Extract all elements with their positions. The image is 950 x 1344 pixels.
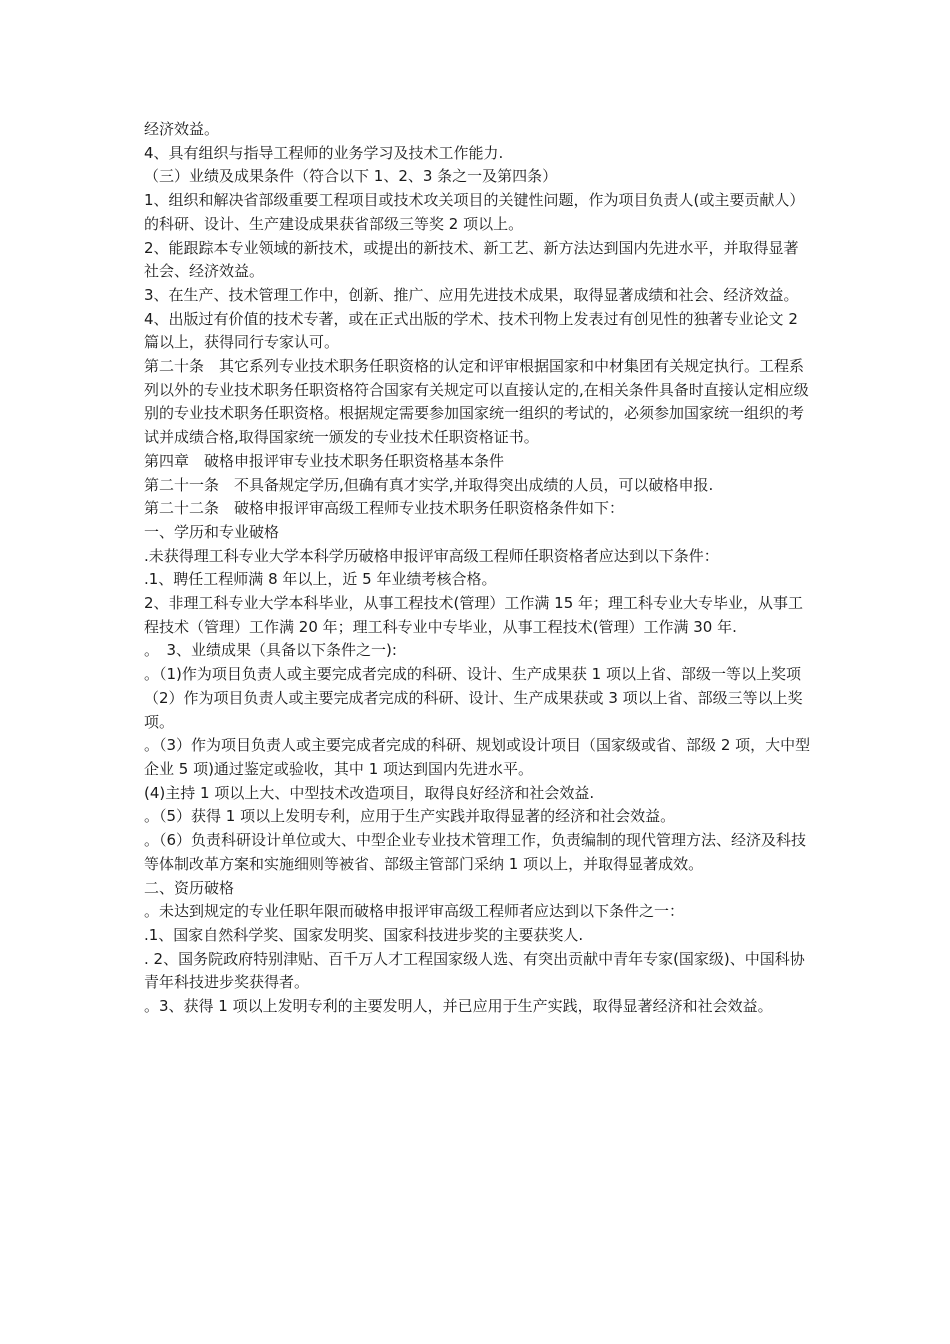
document-paragraph: 第二十二条 破格申报评审高级工程师专业技术职务任职资格条件如下： <box>144 499 625 518</box>
document-paragraph: 。 3、业绩成果（具备以下条件之一): <box>144 641 397 660</box>
document-paragraph: 二、资历破格 <box>144 878 235 897</box>
document-paragraph: 2、能跟踪本专业领域的新技术，或提出的新技术、新工艺、新方法达到国内先进水平，并取得显著社会、经济效益。 <box>144 238 799 281</box>
document-paragraph: 经济效益。 <box>144 120 220 138</box>
document-paragraph: 。（3）作为项目负责人或主要完成者完成的科研、规划或设计项目（国家级或省、部级 2 项，大中型企业 5 项)通过鉴定或验收，其中 1 项达到国内先进水平。 <box>144 736 811 778</box>
document-paragraph: 4、出版过有价值的技术专著，或在正式出版的学术、技术刊物上发表过有创见性的独著专业论文 2 篇以上，获得同行专家认可。 <box>144 309 798 352</box>
document-paragraph: 。（1)作为项目负责人或主要完成者完成的科研、设计、生产成果获 1 项以上省、部级一等以上奖项 <box>144 665 801 684</box>
document-paragraph: 2、非理工科专业大学本科毕业，从事工程技术(管理）工作满 15 年；理工科专业大专毕业，从事工程技术（管理）工作满 20 年；理工科专业中专毕业，从事工程技术(管理）工作满 30 年. <box>144 594 804 636</box>
document-paragraph: 1、组织和解决省部级重要工程项目或技术攻关项目的关键性问题，作为项目负责人(或主要贡献人）的科研、设计、生产建设成果获省部级三等奖 2 项以上。 <box>144 191 805 233</box>
document-paragraph: （三）业绩及成果条件（符合以下 1、2、3 条之一及第四条） <box>144 167 558 186</box>
document-paragraph: 一、学历和专业破格 <box>144 522 280 541</box>
document-body <box>144 118 812 1019</box>
document-paragraph: 。3、获得 1 项以上发明专利的主要发明人，并已应用于生产实践，取得显著经济和社会效益。 <box>144 997 773 1016</box>
document-paragraph: 。未达到规定的专业任职年限而破格申报评审高级工程师者应达到以下条件之一： <box>144 902 685 921</box>
document-paragraph: （2）作为项目负责人或主要完成者完成的科研、设计、生产成果获或 3 项以上省、部级三等以上奖项。 <box>144 688 803 731</box>
document-paragraph: .1、聘任工程师满 8 年以上，近 5 年业绩考核合格。 <box>144 570 497 589</box>
document-paragraph: 4、具有组织与指导工程师的业务学习及技术工作能力. <box>144 143 504 162</box>
document-paragraph: 3、在生产、技术管理工作中，创新、推广、应用先进技术成果，取得显著成绩和社会、经济效益。 <box>144 285 799 304</box>
document-paragraph: . 2、国务院政府特别津贴、百千万人才工程国家级人选、有突出贡献中青年专家(国家级)、中国科协青年科技进步奖获得者。 <box>144 949 805 992</box>
document-paragraph: 第二十一条 不具备规定学历,但确有真才实学,并取得突出成绩的人员，可以破格申报. <box>144 475 714 494</box>
document-paragraph: 第四章 破格申报评审专业技术职务任职资格基本条件 <box>144 451 505 470</box>
document-paragraph: 。（5）获得 1 项以上发明专利，应用于生产实践并取得显著的经济和社会效益。 <box>144 807 676 826</box>
document-paragraph: 。（6）负责科研设计单位或大、中型企业专业技术管理工作，负责编制的现代管理方法、经济及科技等体制改革方案和实施细则等被省、部级主管部门采纳 1 项以上，并取得显著成效。 <box>144 831 807 873</box>
document-paragraph: .未获得理工科专业大学本科学历破格申报评审高级工程师任职资格者应达到以下条件： <box>144 546 719 565</box>
document-paragraph: .1、国家自然科学奖、国家发明奖、国家科技进步奖的主要获奖人. <box>144 925 584 944</box>
document-paragraph: (4)主持 1 项以上大、中型技术改造项目，取得良好经济和社会效益. <box>144 783 595 802</box>
document-paragraph: 第二十条 其它系列专业技术职务任职资格的认定和评审根据国家和中材集团有关规定执行。工程系列以外的专业技术职务任职资格符合国家有关规定可以直接认定的,在相关条件具备时直接认定相应级别的专业技术职务任职资格。根据规定需要参加国家统一组织的考试的，必须参加国家统一组织的考试并成绩合格,取得国家统一颁发的专业技术任职资格证书。 <box>144 357 809 447</box>
